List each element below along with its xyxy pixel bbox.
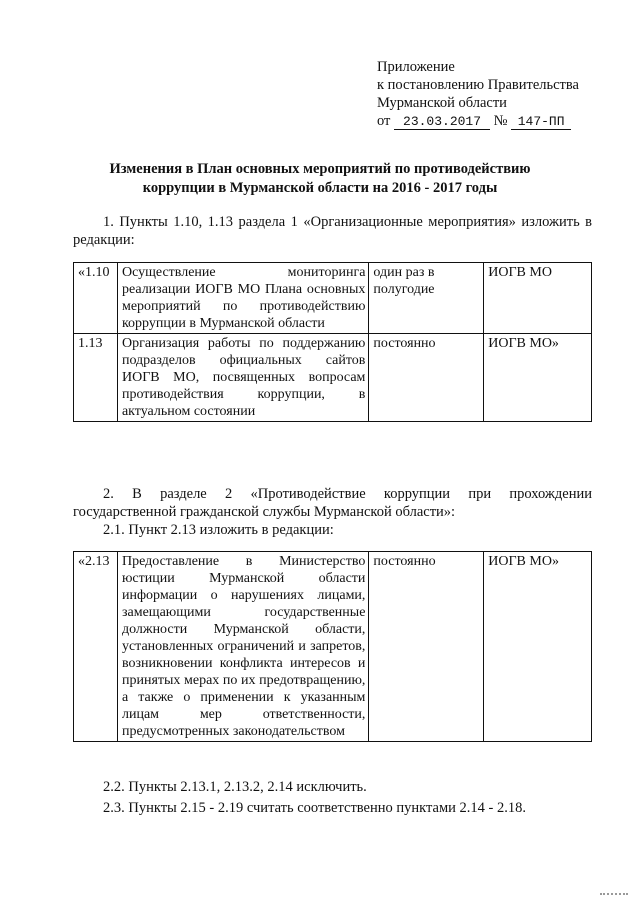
row-period: один раз в полугодие bbox=[369, 263, 484, 334]
approval-date-line bbox=[377, 112, 579, 130]
approval-line-2: к постановлению Правительства bbox=[377, 77, 579, 93]
approval-line-3: Мурманской области bbox=[377, 95, 507, 111]
row-period: постоянно bbox=[369, 334, 484, 422]
row-executor: ИОГВ МО» bbox=[484, 552, 592, 742]
row-number: 1.13 bbox=[74, 334, 118, 422]
paragraph-2-1: 2.1. Пункт 2.13 изложить в редакции: bbox=[103, 522, 334, 538]
row-action: Предоставление в Министерство юстиции Мурманской области информации о нарушениях лицами, замещающими государственные должности Мурманской области, установленных ограничений и запретов, возникновении конфликта интересов и принятых мерах по их предотвращению, а также о применении к указанным лицам мер ответственности, предусмотренных законодательством bbox=[117, 552, 368, 742]
row-executor: ИОГВ МО» bbox=[484, 334, 592, 422]
paragraph-2-3: 2.3. Пункты 2.15 - 2.19 считать соответственно пунктами 2.14 - 2.18. bbox=[103, 800, 526, 816]
paragraph-2: 2. В разделе 2 «Противодействие коррупции при прохождении государственной гражданской службы Мурманской области»: bbox=[73, 486, 592, 520]
row-period: постоянно bbox=[369, 552, 484, 742]
from-label: от bbox=[377, 113, 391, 129]
paragraph-2-2: 2.2. Пункты 2.13.1, 2.13.2, 2.14 исключить. bbox=[103, 779, 367, 795]
row-number: «2.13 bbox=[74, 552, 118, 742]
number-label: № bbox=[493, 113, 508, 129]
row-number: «1.10 bbox=[74, 263, 118, 334]
document-title bbox=[60, 160, 580, 198]
paragraph-1: 1. Пункты 1.10, 1.13 раздела 1 «Организационные мероприятия» изложить в редакции: bbox=[73, 214, 592, 248]
row-executor: ИОГВ МО bbox=[484, 263, 592, 334]
title-line-1: Изменения в План основных мероприятий по противодействию bbox=[109, 161, 531, 177]
approval-line-1: Приложение bbox=[377, 59, 455, 75]
title-line-2: коррупции в Мурманской области на 2016 - 2017 годы bbox=[142, 180, 498, 196]
table-row bbox=[74, 334, 592, 422]
approval-number: 147-ПП bbox=[511, 115, 571, 130]
row-action: Организация работы по поддержанию подразделов официальных сайтов ИОГВ МО, посвященных вопросам противодействия коррупции, в актуальном состоянии bbox=[117, 334, 368, 422]
table-section-2 bbox=[73, 551, 592, 742]
approval-date: 23.03.2017 bbox=[394, 115, 490, 130]
row-action: Осуществление мониторинга реализации ИОГВ МО Плана основных мероприятий по противодействию коррупции в Мурманской области bbox=[117, 263, 368, 334]
table-row bbox=[74, 552, 592, 742]
table-section-1 bbox=[73, 262, 592, 422]
table-row bbox=[74, 263, 592, 334]
approval-block bbox=[377, 58, 579, 130]
page-edge-mark bbox=[600, 893, 628, 898]
